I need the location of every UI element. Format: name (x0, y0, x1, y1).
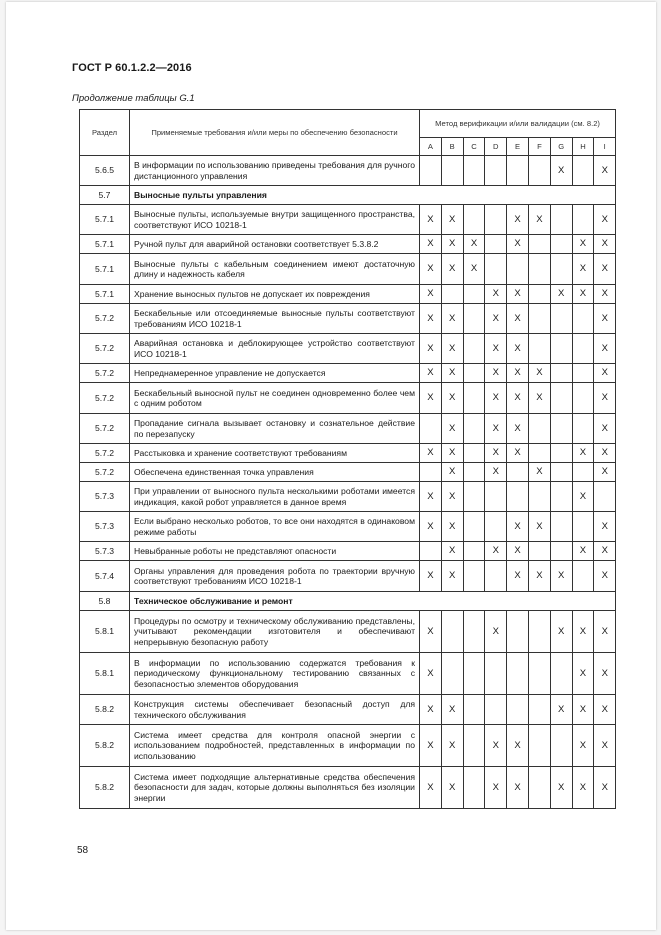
mark-cell-i: X (594, 561, 616, 592)
table-row (80, 205, 616, 235)
mark-cell-d (485, 561, 507, 592)
mark-cell-e (507, 156, 529, 186)
requirement-text: Процедуры по осмотру и техническому обслуживанию представлены, учитывают рекомендации изготовителя и обеспечивают непрерывную безопасную работу (130, 611, 420, 653)
mark-cell-e: X (507, 542, 529, 561)
mark-cell-f (528, 767, 550, 809)
section-number: 5.7.2 (80, 304, 130, 334)
mark-cell-a: X (420, 334, 442, 364)
mark-cell-g (550, 414, 572, 444)
mark-cell-f (528, 235, 550, 254)
requirement-text: Бескабельные или отсоединяемые выносные пульты соответствуют требованиям ИСО 10218-1 (130, 304, 420, 334)
mark-cell-h (572, 334, 594, 364)
mark-cell-a: X (420, 482, 442, 512)
mark-cell-b: X (441, 235, 463, 254)
mark-cell-f (528, 254, 550, 285)
mark-cell-i: X (594, 304, 616, 334)
requirement-text: Бескабельный выносной пульт не соединен одновременно более чем с одним роботом (130, 383, 420, 414)
mark-cell-f (528, 304, 550, 334)
section-number: 5.7.3 (80, 542, 130, 561)
requirement-text: Ручной пульт для аварийной остановки соответствует 5.3.8.2 (130, 235, 420, 254)
mark-cell-d (485, 653, 507, 695)
table-row (80, 254, 616, 285)
mark-cell-c (463, 334, 485, 364)
mark-cell-i: X (594, 364, 616, 383)
mark-cell-h: X (572, 611, 594, 653)
document-title: ГОСТ Р 60.1.2.2—2016 (72, 62, 192, 74)
mark-cell-c (463, 512, 485, 542)
mark-cell-e: X (507, 725, 529, 767)
mark-cell-h (572, 463, 594, 482)
mark-cell-a: X (420, 254, 442, 285)
mark-cell-a: X (420, 725, 442, 767)
mark-cell-i: X (594, 414, 616, 444)
mark-cell-i: X (594, 653, 616, 695)
section-number: 5.7.1 (80, 254, 130, 285)
mark-cell-c (463, 156, 485, 186)
mark-cell-d (485, 205, 507, 235)
column-header-h: H (572, 138, 594, 156)
mark-cell-g (550, 542, 572, 561)
verification-table (79, 109, 616, 809)
section-number: 5.7.1 (80, 235, 130, 254)
mark-cell-a: X (420, 653, 442, 695)
column-header-a: A (420, 138, 442, 156)
mark-cell-c: X (463, 235, 485, 254)
mark-cell-d (485, 254, 507, 285)
mark-cell-f (528, 444, 550, 463)
mark-cell-e (507, 695, 529, 725)
mark-cell-a: X (420, 364, 442, 383)
table-row (80, 611, 616, 653)
mark-cell-c (463, 561, 485, 592)
section-number: 5.8.2 (80, 725, 130, 767)
mark-cell-a: X (420, 695, 442, 725)
requirement-text: Расстыковка и хранение соответствуют требованиям (130, 444, 420, 463)
mark-cell-e (507, 482, 529, 512)
mark-cell-a (420, 463, 442, 482)
section-number: 5.7.1 (80, 285, 130, 304)
table-row (80, 364, 616, 383)
mark-cell-e: X (507, 383, 529, 414)
mark-cell-a (420, 542, 442, 561)
table-row (80, 725, 616, 767)
section-number: 5.8.1 (80, 653, 130, 695)
mark-cell-e: X (507, 205, 529, 235)
mark-cell-c (463, 653, 485, 695)
section-number: 5.7.2 (80, 364, 130, 383)
requirement-text: Система имеет подходящие альтернативные средства обеспечения безопасности для задач, которые должны выполняться без изоляции энергии (130, 767, 420, 809)
mark-cell-f (528, 334, 550, 364)
mark-cell-b: X (441, 444, 463, 463)
mark-cell-f (528, 542, 550, 561)
page-number: 58 (77, 845, 89, 856)
mark-cell-d: X (485, 444, 507, 463)
requirement-text: Пропадание сигнала вызывает остановку и сознательное действие по перезапуску (130, 414, 420, 444)
mark-cell-h: X (572, 725, 594, 767)
header-method: Метод верификации и/или валидации (см. 8.2) (420, 110, 616, 138)
section-heading-row (80, 592, 616, 611)
section-number: 5.7.2 (80, 463, 130, 482)
mark-cell-b: X (441, 725, 463, 767)
mark-cell-i (594, 482, 616, 512)
mark-cell-i: X (594, 542, 616, 561)
mark-cell-b: X (441, 482, 463, 512)
mark-cell-c (463, 767, 485, 809)
mark-cell-e (507, 463, 529, 482)
section-number: 5.7.2 (80, 383, 130, 414)
mark-cell-h (572, 383, 594, 414)
mark-cell-g: X (550, 285, 572, 304)
mark-cell-c (463, 725, 485, 767)
mark-cell-d: X (485, 767, 507, 809)
column-header-c: C (463, 138, 485, 156)
mark-cell-e (507, 653, 529, 695)
mark-cell-g: X (550, 156, 572, 186)
section-number: 5.7.1 (80, 205, 130, 235)
mark-cell-a: X (420, 561, 442, 592)
column-header-b: B (441, 138, 463, 156)
mark-cell-i: X (594, 334, 616, 364)
mark-cell-g (550, 463, 572, 482)
table-row (80, 767, 616, 809)
mark-cell-f (528, 653, 550, 695)
requirement-text: Если выбрано несколько роботов, то все они находятся в одинаковом режиме работы (130, 512, 420, 542)
mark-cell-g (550, 383, 572, 414)
mark-cell-h (572, 414, 594, 444)
mark-cell-b (441, 653, 463, 695)
section-number: 5.6.5 (80, 156, 130, 186)
section-number: 5.8.2 (80, 695, 130, 725)
mark-cell-d: X (485, 334, 507, 364)
mark-cell-h: X (572, 285, 594, 304)
mark-cell-f: X (528, 364, 550, 383)
mark-cell-c (463, 444, 485, 463)
column-header-i: I (594, 138, 616, 156)
mark-cell-f (528, 482, 550, 512)
mark-cell-g (550, 235, 572, 254)
table-row (80, 695, 616, 725)
mark-cell-e: X (507, 304, 529, 334)
mark-cell-a (420, 414, 442, 444)
table-row (80, 304, 616, 334)
table-row (80, 653, 616, 695)
mark-cell-g (550, 364, 572, 383)
mark-cell-b: X (441, 561, 463, 592)
column-header-g: G (550, 138, 572, 156)
mark-cell-i: X (594, 767, 616, 809)
requirement-text: Органы управления для проведения робота по траектории вручную соответствуют требованиям ИСО 10218-1 (130, 561, 420, 592)
mark-cell-e (507, 611, 529, 653)
mark-cell-h: X (572, 482, 594, 512)
mark-cell-e: X (507, 414, 529, 444)
section-heading-row (80, 186, 616, 205)
mark-cell-h (572, 561, 594, 592)
mark-cell-g (550, 444, 572, 463)
section-number: 5.8 (80, 592, 130, 611)
mark-cell-g (550, 725, 572, 767)
mark-cell-a: X (420, 205, 442, 235)
mark-cell-g (550, 653, 572, 695)
mark-cell-h: X (572, 767, 594, 809)
mark-cell-b: X (441, 414, 463, 444)
mark-cell-f: X (528, 463, 550, 482)
mark-cell-i: X (594, 235, 616, 254)
table-row (80, 561, 616, 592)
mark-cell-a: X (420, 285, 442, 304)
table-row (80, 285, 616, 304)
mark-cell-b: X (441, 767, 463, 809)
mark-cell-i: X (594, 695, 616, 725)
section-title: Выносные пульты управления (130, 186, 616, 205)
table-row (80, 383, 616, 414)
mark-cell-h: X (572, 653, 594, 695)
mark-cell-i: X (594, 156, 616, 186)
mark-cell-c (463, 205, 485, 235)
mark-cell-i: X (594, 444, 616, 463)
mark-cell-d (485, 482, 507, 512)
mark-cell-i: X (594, 205, 616, 235)
mark-cell-b (441, 285, 463, 304)
mark-cell-g: X (550, 611, 572, 653)
mark-cell-b: X (441, 364, 463, 383)
table-row (80, 512, 616, 542)
mark-cell-d: X (485, 463, 507, 482)
mark-cell-h (572, 304, 594, 334)
mark-cell-c (463, 542, 485, 561)
mark-cell-b: X (441, 512, 463, 542)
mark-cell-a: X (420, 383, 442, 414)
table-row (80, 334, 616, 364)
requirement-text: При управлении от выносного пульта несколькими роботами имеется индикация, какой робот управляется в данное время (130, 482, 420, 512)
mark-cell-c (463, 695, 485, 725)
mark-cell-h: X (572, 542, 594, 561)
mark-cell-d: X (485, 414, 507, 444)
mark-cell-d (485, 235, 507, 254)
column-header-e: E (507, 138, 529, 156)
table-row (80, 444, 616, 463)
mark-cell-a (420, 156, 442, 186)
column-header-f: F (528, 138, 550, 156)
mark-cell-e: X (507, 235, 529, 254)
requirement-text: Конструкция системы обеспечивает безопасный доступ для технического обслуживания (130, 695, 420, 725)
mark-cell-g: X (550, 561, 572, 592)
mark-cell-f: X (528, 205, 550, 235)
table-row (80, 482, 616, 512)
mark-cell-g (550, 334, 572, 364)
mark-cell-a: X (420, 444, 442, 463)
requirement-text: Хранение выносных пультов не допускает их повреждения (130, 285, 420, 304)
mark-cell-h (572, 364, 594, 383)
section-title: Техническое обслуживание и ремонт (130, 592, 616, 611)
mark-cell-b: X (441, 695, 463, 725)
mark-cell-g (550, 304, 572, 334)
mark-cell-g (550, 205, 572, 235)
mark-cell-b: X (441, 304, 463, 334)
mark-cell-i: X (594, 383, 616, 414)
section-number: 5.7.3 (80, 512, 130, 542)
mark-cell-i: X (594, 285, 616, 304)
section-number: 5.7.3 (80, 482, 130, 512)
section-number: 5.8.2 (80, 767, 130, 809)
mark-cell-c (463, 285, 485, 304)
mark-cell-f (528, 414, 550, 444)
mark-cell-f (528, 695, 550, 725)
mark-cell-d: X (485, 542, 507, 561)
requirement-text: Выносные пульты, используемые внутри защищенного пространства, соответствуют ИСО 10218-1 (130, 205, 420, 235)
mark-cell-d: X (485, 611, 507, 653)
section-number: 5.7.2 (80, 334, 130, 364)
mark-cell-c (463, 364, 485, 383)
mark-cell-g (550, 512, 572, 542)
mark-cell-a: X (420, 235, 442, 254)
mark-cell-i: X (594, 725, 616, 767)
header-section: Раздел (80, 110, 130, 156)
mark-cell-a: X (420, 512, 442, 542)
mark-cell-h (572, 156, 594, 186)
requirement-text: Невыбранные роботы не представляют опасности (130, 542, 420, 561)
mark-cell-i: X (594, 463, 616, 482)
mark-cell-h: X (572, 235, 594, 254)
mark-cell-g: X (550, 695, 572, 725)
mark-cell-c (463, 611, 485, 653)
mark-cell-e: X (507, 444, 529, 463)
mark-cell-b: X (441, 383, 463, 414)
mark-cell-g (550, 482, 572, 512)
mark-cell-f: X (528, 383, 550, 414)
mark-cell-d: X (485, 285, 507, 304)
mark-cell-d (485, 156, 507, 186)
mark-cell-g (550, 254, 572, 285)
mark-cell-f (528, 725, 550, 767)
mark-cell-e: X (507, 512, 529, 542)
section-number: 5.7.2 (80, 414, 130, 444)
mark-cell-e: X (507, 767, 529, 809)
mark-cell-d: X (485, 304, 507, 334)
mark-cell-h: X (572, 254, 594, 285)
mark-cell-a: X (420, 767, 442, 809)
requirement-text: Непреднамеренное управление не допускается (130, 364, 420, 383)
requirement-text: В информации по использованию содержатся требования к периодическому функциональному тестированию связанных с безопасностью элементов оборудования (130, 653, 420, 695)
requirement-text: Выносные пульты с кабельным соединением имеют достаточную длину и надежность кабеля (130, 254, 420, 285)
mark-cell-b (441, 611, 463, 653)
mark-cell-c (463, 383, 485, 414)
requirement-text: Аварийная остановка и деблокирующее устройство соответствуют ИСО 10218-1 (130, 334, 420, 364)
mark-cell-f (528, 285, 550, 304)
section-number: 5.7.2 (80, 444, 130, 463)
mark-cell-c (463, 463, 485, 482)
mark-cell-i: X (594, 512, 616, 542)
mark-cell-i: X (594, 611, 616, 653)
mark-cell-e: X (507, 285, 529, 304)
mark-cell-h: X (572, 444, 594, 463)
mark-cell-d (485, 512, 507, 542)
mark-cell-b (441, 156, 463, 186)
table-row (80, 542, 616, 561)
section-number: 5.7.4 (80, 561, 130, 592)
mark-cell-a: X (420, 304, 442, 334)
mark-cell-h (572, 512, 594, 542)
mark-cell-f: X (528, 512, 550, 542)
table-row (80, 235, 616, 254)
mark-cell-i: X (594, 254, 616, 285)
requirement-text: В информации по использованию приведены требования для ручного дистанционного управления (130, 156, 420, 186)
header-requirements: Применяемые требования и/или меры по обеспечению безопасности (130, 110, 420, 156)
requirement-text: Обеспечена единственная точка управления (130, 463, 420, 482)
table-row (80, 463, 616, 482)
mark-cell-b: X (441, 205, 463, 235)
table-row (80, 156, 616, 186)
table-row (80, 414, 616, 444)
requirement-text: Система имеет средства для контроля опасной энергии с использованием подробностей, представленных в информации по использованию (130, 725, 420, 767)
mark-cell-c (463, 414, 485, 444)
mark-cell-d: X (485, 725, 507, 767)
mark-cell-h: X (572, 695, 594, 725)
mark-cell-b: X (441, 463, 463, 482)
mark-cell-f: X (528, 561, 550, 592)
mark-cell-e: X (507, 364, 529, 383)
mark-cell-f (528, 156, 550, 186)
mark-cell-d (485, 695, 507, 725)
section-number: 5.7 (80, 186, 130, 205)
mark-cell-e: X (507, 561, 529, 592)
mark-cell-c (463, 482, 485, 512)
section-number: 5.8.1 (80, 611, 130, 653)
column-header-d: D (485, 138, 507, 156)
mark-cell-d: X (485, 383, 507, 414)
mark-cell-h (572, 205, 594, 235)
mark-cell-c: X (463, 254, 485, 285)
mark-cell-c (463, 304, 485, 334)
mark-cell-b: X (441, 542, 463, 561)
table-caption: Продолжение таблицы G.1 (72, 93, 195, 104)
mark-cell-a: X (420, 611, 442, 653)
mark-cell-b: X (441, 334, 463, 364)
mark-cell-e: X (507, 334, 529, 364)
mark-cell-d: X (485, 364, 507, 383)
mark-cell-e (507, 254, 529, 285)
mark-cell-g: X (550, 767, 572, 809)
mark-cell-f (528, 611, 550, 653)
mark-cell-b: X (441, 254, 463, 285)
